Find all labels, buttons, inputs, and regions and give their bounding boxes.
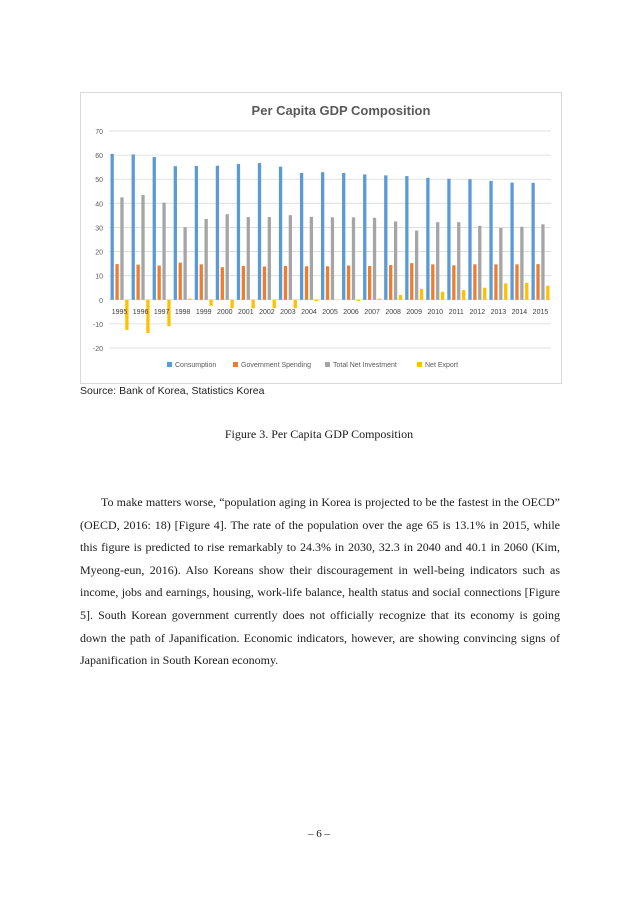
bar-total-net-investment (520, 227, 523, 300)
x-tick-label: 1996 (132, 308, 149, 316)
bar-consumption (153, 157, 156, 300)
bar-net-export (483, 288, 486, 300)
legend-swatch (167, 362, 172, 367)
bar-net-export (294, 300, 297, 308)
bar-government-spending (347, 266, 350, 300)
bar-government-spending (389, 265, 392, 300)
gdp-composition-chart (81, 93, 561, 383)
chart-title: Per Capita GDP Composition (251, 103, 431, 118)
bar-government-spending (115, 264, 118, 300)
bar-consumption (237, 164, 240, 300)
bar-government-spending (200, 264, 203, 299)
bar-total-net-investment (499, 228, 502, 300)
bar-net-export (230, 300, 233, 308)
legend-label: Government Spending (241, 362, 312, 369)
bar-net-export (462, 290, 465, 300)
x-tick-label: 2003 (280, 308, 296, 316)
bar-consumption (510, 183, 513, 300)
bar-net-export (209, 300, 212, 306)
x-tick-label: 2000 (216, 308, 233, 316)
x-tick-label: 2009 (406, 308, 422, 316)
bar-total-net-investment (373, 218, 376, 300)
bar-consumption (384, 175, 387, 299)
legend-swatch (417, 362, 422, 367)
bar-total-net-investment (268, 217, 271, 300)
bar-consumption (174, 166, 177, 300)
bar-government-spending (368, 266, 371, 300)
bar-total-net-investment (436, 222, 439, 300)
x-tick-label: 2005 (322, 308, 338, 316)
bar-total-net-investment (478, 226, 481, 300)
bar-total-net-investment (541, 224, 544, 299)
bar-government-spending (494, 264, 497, 299)
figure-caption: Figure 3. Per Capita GDP Composition (224, 427, 414, 441)
bar-government-spending (410, 263, 413, 300)
y-tick-label: 30 (95, 225, 103, 233)
bar-government-spending (284, 266, 287, 300)
bar-net-export (420, 289, 423, 300)
x-tick-label: 2014 (511, 308, 528, 316)
y-tick-label: 0 (99, 297, 103, 305)
bar-government-spending (452, 265, 455, 299)
bar-consumption (258, 163, 261, 300)
bar-total-net-investment (162, 203, 165, 300)
bar-government-spending (158, 266, 161, 300)
bar-net-export (399, 295, 402, 300)
bar-consumption (363, 174, 366, 299)
bar-total-net-investment (226, 214, 229, 300)
bar-total-net-investment (247, 217, 250, 300)
bar-consumption (321, 172, 324, 300)
bar-total-net-investment (394, 221, 397, 299)
bar-total-net-investment (183, 227, 186, 300)
x-tick-label: 2001 (238, 308, 254, 316)
bar-government-spending (179, 263, 182, 300)
bar-total-net-investment (310, 217, 313, 300)
bar-consumption (405, 176, 408, 300)
body-paragraph: To make matters worse, “population aging in Korea is projected to be the fastest in the OECD” (OECD, 2016: 18) [Figure 4]. The rate of the population over the age 65 is 13.1% in 2015, while this figure is predicted to rise remarkably to 24.3% in 2030, 32.3 in 2040 and 40.1 in 2060 (Kim, Myeong-eun, 2016). Also Koreans show their discouragement in well-being indicators such as income, jobs and earnings, housing, work-life balance, health status and social connections [Figure 5]. South Korean government currently does not officially recognize that its economy is going down the path of Japanification. Economic indicators, however, are showing convincing signs of Japanification in South Korean economy. (80, 495, 560, 668)
bar-net-export (504, 283, 507, 299)
x-tick-label: 2004 (301, 308, 317, 316)
bar-consumption (216, 166, 219, 300)
y-tick-label: 50 (95, 177, 103, 185)
bar-government-spending (326, 266, 329, 300)
bar-net-export (525, 283, 528, 300)
bar-consumption (279, 167, 282, 300)
x-tick-label: 2012 (469, 308, 486, 316)
bar-consumption (531, 183, 534, 300)
bar-government-spending (263, 267, 266, 300)
bar-total-net-investment (141, 195, 144, 300)
bar-government-spending (431, 264, 434, 299)
x-tick-label: 2006 (343, 308, 359, 316)
x-tick-label: 2002 (259, 308, 275, 316)
x-tick-label: 2015 (532, 308, 549, 316)
bar-total-net-investment (289, 215, 292, 300)
bar-government-spending (136, 265, 139, 300)
bar-consumption (132, 154, 135, 299)
x-tick-label: 2010 (427, 308, 444, 316)
x-tick-label: 2007 (364, 308, 380, 316)
bar-total-net-investment (457, 222, 460, 300)
bar-net-export (188, 299, 191, 300)
bar-net-export (546, 286, 549, 300)
x-tick-label: 2011 (448, 308, 464, 316)
y-tick-label: 60 (95, 153, 103, 161)
bar-consumption (426, 178, 429, 300)
bar-government-spending (305, 266, 308, 300)
y-tick-label: 40 (95, 201, 103, 209)
bar-net-export (441, 292, 444, 300)
bar-consumption (489, 181, 492, 300)
bar-government-spending (515, 264, 518, 299)
bar-consumption (342, 173, 345, 300)
bar-net-export (252, 300, 255, 308)
bar-total-net-investment (205, 219, 208, 300)
bar-consumption (195, 166, 198, 300)
bar-government-spending (242, 266, 245, 300)
chart-source-note: Source: Bank of Korea, Statistics Korea (80, 385, 265, 397)
bar-total-net-investment (352, 217, 355, 299)
legend-swatch (325, 362, 330, 367)
legend-label: Total Net Investment (333, 362, 397, 369)
bar-total-net-investment (120, 197, 123, 299)
bar-government-spending (536, 264, 539, 300)
x-tick-label: 2008 (385, 308, 401, 316)
x-tick-label: 1999 (195, 308, 212, 316)
legend-label: Consumption (175, 362, 217, 369)
y-tick-label: 10 (95, 273, 103, 281)
y-tick-label: 20 (95, 249, 103, 257)
x-tick-label: 2013 (490, 308, 507, 316)
bar-net-export (273, 300, 276, 308)
bar-net-export (378, 299, 381, 300)
legend-label: Net Export (425, 362, 459, 369)
bar-government-spending (473, 264, 476, 299)
bar-net-export (146, 300, 149, 333)
bar-consumption (447, 179, 450, 300)
bar-total-net-investment (415, 231, 418, 300)
bar-consumption (111, 154, 114, 300)
bar-net-export (357, 300, 360, 301)
bar-consumption (468, 179, 471, 300)
body-text (80, 491, 560, 672)
y-tick-label: -10 (92, 321, 103, 329)
x-tick-label: 1997 (153, 308, 170, 316)
bar-consumption (300, 173, 303, 300)
bar-total-net-investment (331, 217, 334, 299)
bar-net-export (315, 300, 318, 301)
y-tick-label: 70 (95, 129, 103, 136)
x-tick-label: 1995 (111, 308, 128, 316)
page-number: – 6 – (308, 828, 330, 840)
legend-swatch (233, 362, 238, 367)
y-tick-label: -20 (92, 346, 103, 353)
chart-frame (80, 92, 562, 384)
x-tick-label: 1998 (174, 308, 191, 316)
bar-government-spending (221, 267, 224, 300)
